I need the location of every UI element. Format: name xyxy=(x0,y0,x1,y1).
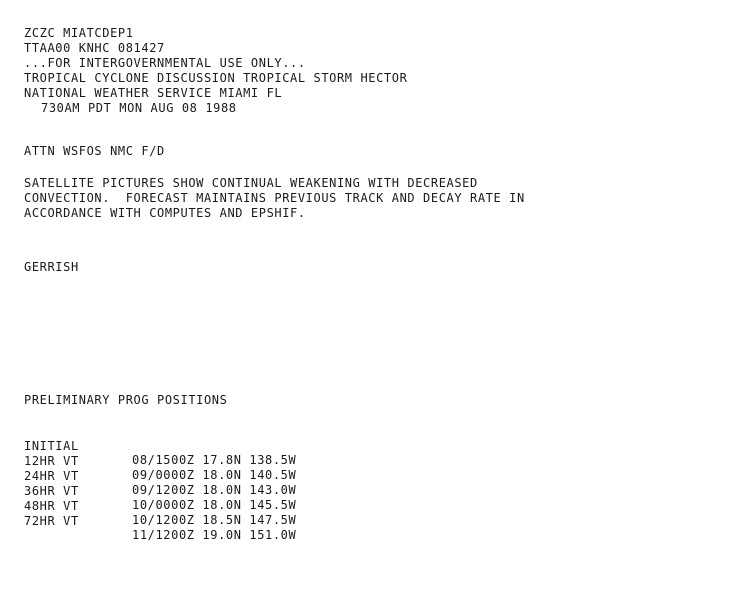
position-label: 72HR VT xyxy=(24,514,79,528)
header-line-3: ...FOR INTERGOVERNMENTAL USE ONLY... xyxy=(24,56,306,70)
attn-line: ATTN WSFOS NMC F/D xyxy=(24,144,165,158)
position-value: 08/1500Z 17.8N 138.5W xyxy=(132,453,297,467)
position-value: 09/0000Z 18.0N 140.5W xyxy=(132,468,297,482)
header-line-5: NATIONAL WEATHER SERVICE MIAMI FL xyxy=(24,86,283,100)
discussion-line-1: SATELLITE PICTURES SHOW CONTINUAL WEAKENING WITH DECREASED xyxy=(24,176,478,190)
position-value: 10/0000Z 18.0N 145.5W xyxy=(132,498,297,512)
position-value: 09/1200Z 18.0N 143.0W xyxy=(132,483,297,497)
position-label: 12HR VT xyxy=(24,454,79,468)
position-value: 11/1200Z 19.0N 151.0W xyxy=(132,528,297,542)
header-line-2: TTAA00 KNHC 081427 xyxy=(24,41,165,55)
header-line-4: TROPICAL CYCLONE DISCUSSION TROPICAL STORM HECTOR xyxy=(24,71,408,85)
positions-title: PRELIMINARY PROG POSITIONS xyxy=(24,393,228,407)
position-label: INITIAL xyxy=(24,439,79,453)
discussion-line-3: ACCORDANCE WITH COMPUTES AND EPSHIF. xyxy=(24,206,306,220)
position-label: 36HR VT xyxy=(24,484,79,498)
header-line-1: ZCZC MIATCDEP1 xyxy=(24,26,134,40)
position-value: 10/1200Z 18.5N 147.5W xyxy=(132,513,297,527)
header-line-6: 730AM PDT MON AUG 08 1988 xyxy=(41,101,237,115)
position-label: 48HR VT xyxy=(24,499,79,513)
discussion-line-2: CONVECTION. FORECAST MAINTAINS PREVIOUS TRACK AND DECAY RATE IN xyxy=(24,191,525,205)
position-label: 24HR VT xyxy=(24,469,79,483)
signature: GERRISH xyxy=(24,260,79,274)
